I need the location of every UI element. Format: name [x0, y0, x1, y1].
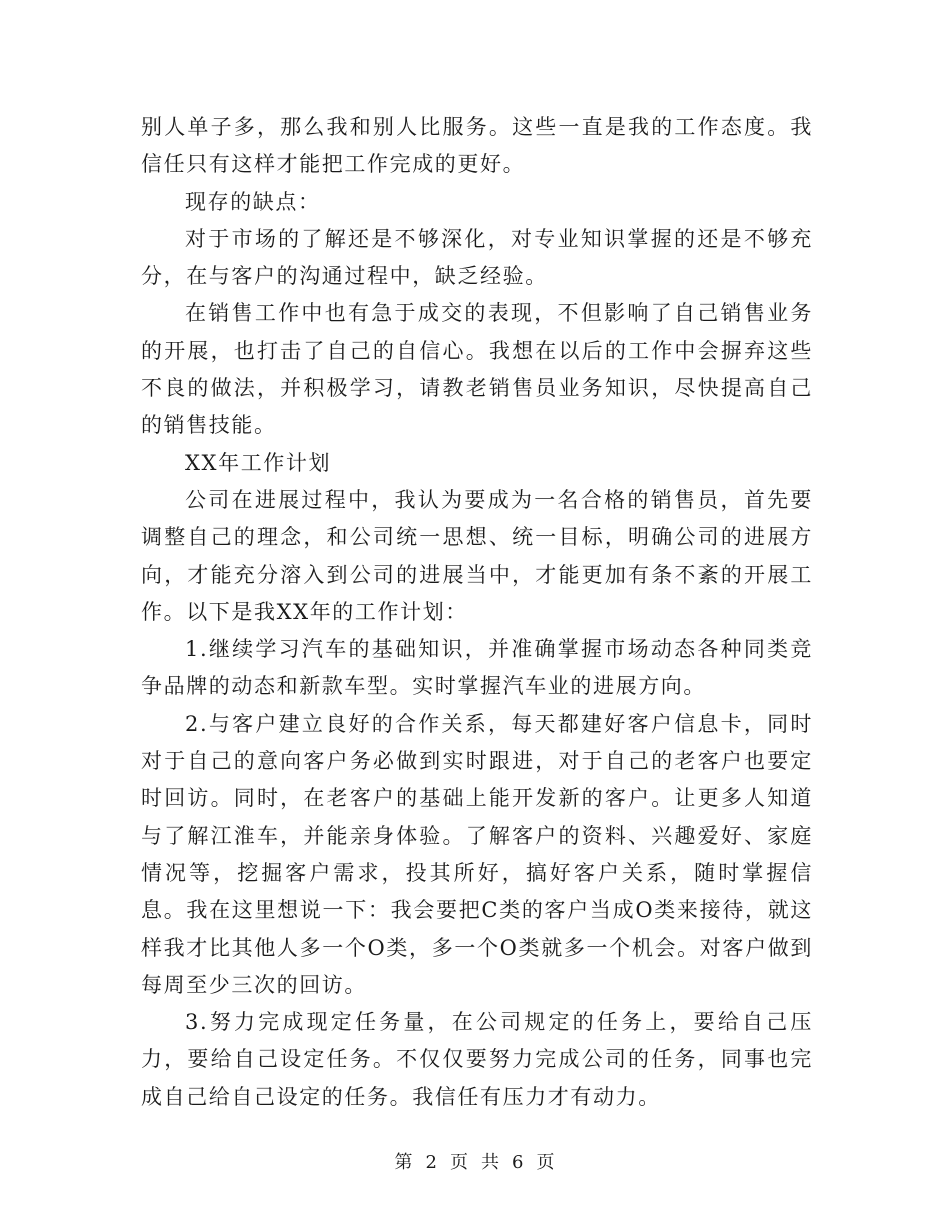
page-footer — [0, 1148, 950, 1174]
footer-total-word: 共 — [481, 1152, 500, 1173]
paragraph: 公司在进展过程中，我认为要成为一名合格的销售员，首先要调整自己的理念，和公司统一思想、统一目标，明确公司的进展方向，才能充分溶入到公司的进展当中，才能更加有条不紊的开展工作。以下是我XX年的工作计划： — [141, 487, 813, 624]
footer-page-word: 页 — [450, 1152, 469, 1173]
footer-suffix: 页 — [536, 1152, 556, 1173]
plan-item: 3.努力完成现定任务量，在公司规定的任务上，要给自己压力，要给自己设定任务。不仅仅要努力完成公司的任务，同事也完成自己给自己设定的任务。我信任有压力才有动力。 — [141, 1010, 813, 1109]
paragraph: 对于市场的了解还是不够深化，对专业知识掌握的还是不够充分，在与客户的沟通过程中，缺乏经验。 — [141, 226, 813, 289]
total-page-count: 6 — [512, 1152, 525, 1173]
plan-item: 2.与客户建立良好的合作关系，每天都建好客户信息卡，同时对于自己的意向客户务必做到实时跟进，对于自己的老客户也要定时回访。同时，在老客户的基础上能开发新的客户。让更多人知道与了解江淮车，并能亲身体验。了解客户的资料、兴趣爱好、家庭情况等，挖掘客户需求，投其所好，搞好客户关系，随时掌握信息。我在这里想说一下：我会要把C类的客户当成O类来接待，就这样我才比其他人多一个O类，多一个O类就多一个机会。对客户做到每周至少三次的回访。 — [141, 711, 813, 997]
current-page-number: 2 — [425, 1152, 438, 1173]
document-body — [141, 109, 813, 1116]
footer-prefix: 第 — [394, 1152, 414, 1173]
section-heading-work-plan: XX年工作计划 — [185, 450, 332, 475]
paragraph: 在销售工作中也有急于成交的表现，不但影响了自己销售业务的开展，也打击了自己的自信心。我想在以后的工作中会摒弃这些不良的做法，并积极学习，请教老销售员业务知识，尽快提高自己的销售技能。 — [141, 301, 813, 438]
paragraph: 别人单子多，那么我和别人比服务。这些一直是我的工作态度。我信任只有这样才能把工作完成的更好。 — [141, 115, 813, 177]
plan-item: 1.继续学习汽车的基础知识，并准确掌握市场动态各种同类竞争品牌的动态和新款车型。实时掌握汽车业的进展方向。 — [141, 637, 813, 699]
section-heading-shortcomings: 现存的缺点： — [185, 189, 321, 214]
